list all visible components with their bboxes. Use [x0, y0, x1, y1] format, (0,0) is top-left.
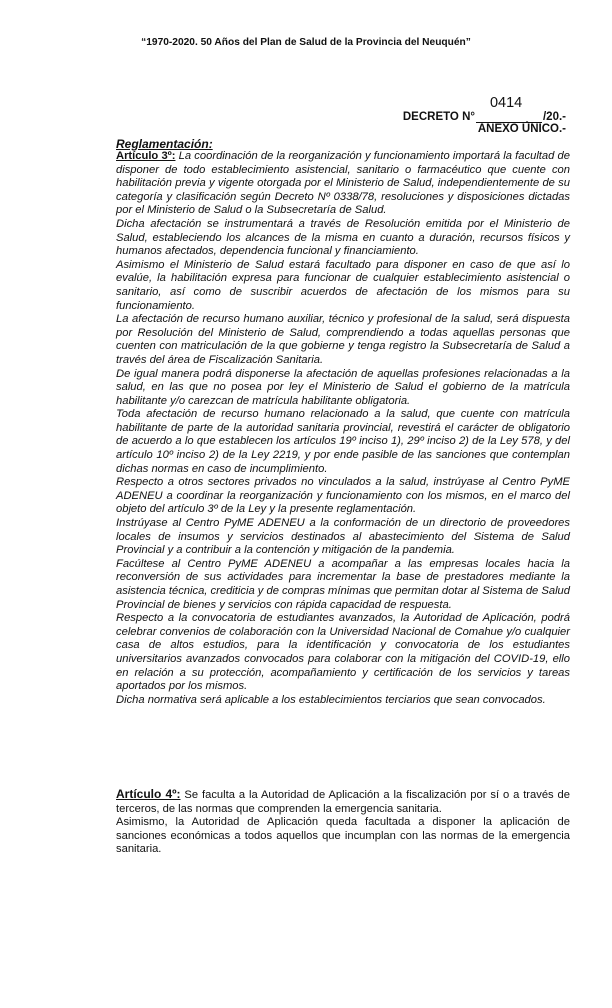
article-4-text: Se faculta a la Autoridad de Aplicación a la fiscalización por sí o a través de terceros, de las normas que comprenden la emergencia sanitaria. — [116, 789, 570, 815]
article-3-paragraph: Respecto a otros sectores privados no vinculados a la salud, instrúyase al Centro PyME ADENEU a coordinar la reorganización y funcionamiento con los mismos, en el marco del objeto del artículo 3º de la Ley y la presente reglamentación. — [116, 476, 570, 516]
decree-prefix: DECRETO N° — [402, 111, 475, 123]
article-3-paragraph: Instrúyase al Centro PyME ADENEU a la conformación de un directorio de proveedores locales de insumos y servicios destinados al abastecimiento del Sistema de Salud Provincial y a contribuir a la contención y mitigación de la pandemia. — [116, 517, 570, 557]
article-4-label: Artículo 4º: — [116, 787, 181, 801]
article-3-body — [116, 150, 570, 707]
section-heading: Reglamentación: — [116, 137, 213, 151]
decree-number-field — [476, 95, 542, 123]
article-3-paragraph: Toda afectación de recurso humano relacionado a la salud, que cuente con matrícula habilitante de parte de la autoridad sanitaria provincial, revestirá el carácter de obligatorio de acuerdo a lo que establecen los artículos 19º inciso 1), 29º inciso 2) de la Ley 578, y del artículo 10º inciso 2) de la Ley 2219, y por ende pasible de las sanciones que contemplan dichas normas en caso de incumplimiento. — [116, 408, 570, 475]
article-3-paragraph: Respecto a la convocatoria de estudiantes avanzados, la Autoridad de Aplicación, podrá celebrar convenios de colaboración con la Universidad Nacional de Comahue y/o cualquier casa de altos estudios, para la identificación y convocatoria de los estudiantes universitarios avanzados convocados para colaborar con la mitigación del COVID-19, ello en relación a su protección, acompañamiento y certificación de los servicios y tareas aportados por los mismos. — [116, 612, 570, 693]
article-3-paragraph: Dicha afectación se instrumentará a través de Resolución emitida por el Ministerio de Salud, estableciendo los alcances de la misma en cuanto a duración, recursos físicos y humanos afectados, dependencia funcional y financiamiento. — [116, 217, 570, 258]
decree-number-line — [402, 95, 566, 123]
article-3-label: Artículo 3º: — [116, 150, 176, 162]
document-header-title: “1970-2020. 50 Años del Plan de Salud de la Provincia del Neuquén” — [141, 37, 471, 48]
article-3-paragraph: De igual manera podrá disponerse la afectación de aquellas profesiones relacionadas a la salud, en las que no posea por ley el Ministerio de Salud el gobierno de la matrícula habilitante y/o carezcan de matrícula habilitante obligatoria. — [116, 367, 570, 407]
article-3-paragraph: Asimismo el Ministerio de Salud estará facultado para disponer en caso de que así lo evalúe, la habilitación expresa para funcionar de cualquier establecimiento asistencial o sanitario, así como de suscribir acuerdos de afectación de los mismos para su funcionamiento. — [116, 258, 570, 312]
article-4-body — [116, 788, 570, 857]
article-3-paragraph: La afectación de recurso humano auxiliar, técnico y profesional de la salud, será dispuesta por Resolución del Ministerio de Salud, comprendiendo a todas aquellas personas que cuenten con matriculación de la que gobierne y tenga registro la Subsecretaría de Salud a través del área de Fiscalización Sanitaria. — [116, 313, 570, 366]
decree-block — [0, 96, 612, 146]
article-4-paragraph: Asimismo, la Autoridad de Aplicación queda facultada a disponer la aplicación de sanciones económicas a todos aquellos que incumplan con las normas de la emergencia sanitaria. — [116, 816, 570, 856]
annex-label: ANEXO ÚNICO.- — [477, 123, 566, 135]
article-3-paragraph — [116, 150, 570, 218]
article-3-paragraph: Dicha normativa será aplicable a los establecimientos terciarios que sean convocados. — [116, 693, 546, 706]
decree-number: 0414 — [489, 95, 523, 111]
article-3-paragraph: Facúltese al Centro PyME ADENEU a acompañar a las empresas locales hacia la reconversión de sus actividades para incrementar la base de prestadores mediante la asistencia técnica, crediticia y de compras mínimas que permitan dotar al Sistema de Salud Provincial de bienes y servicios con rápida capacidad de respuesta. — [116, 557, 570, 611]
article-3-text: La coordinación de la reorganización y funcionamiento importará la facultad de disponer de todo establecimiento asistencial, sanitario o farmacéutico que cuente con habilitación previa y vigente otorgada por el Ministerio de Salud, independientemente de su categoría y clasificación según Decreto Nº 0338/78, resoluciones y disposiciones dictadas por el Ministerio de Salud o la Subsecretaría de Salud. — [116, 150, 570, 217]
decree-suffix: /20.- — [542, 111, 566, 123]
article-4-paragraph — [116, 788, 570, 816]
